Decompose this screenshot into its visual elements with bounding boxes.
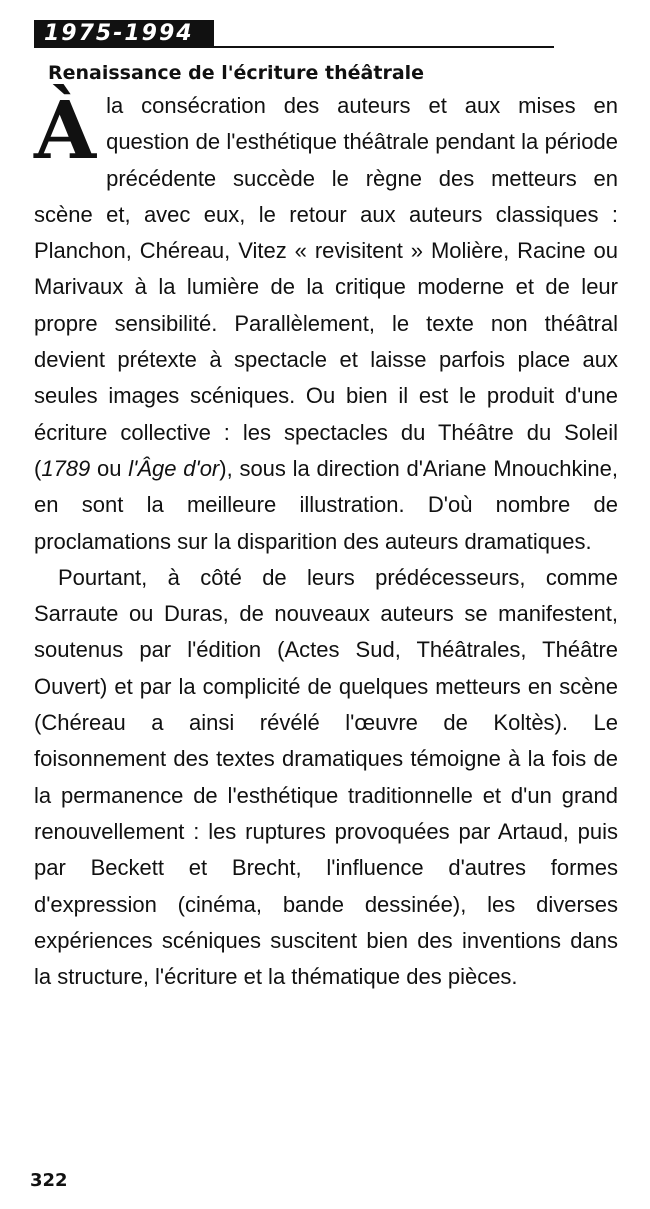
paragraph-1-text-c: ), sous la direction d'Ariane Mnouchkine, en sont la meilleure illustration. D'où nombre de proclamations sur la disparition des auteurs dramatiques. [34, 455, 618, 554]
work-title-1789: 1789 [41, 455, 91, 481]
period-label: 1975-1994 [34, 20, 214, 48]
chapter-header [34, 20, 554, 48]
paragraph-1-text-b: ou [90, 455, 129, 481]
page-number: 322 [30, 1170, 68, 1191]
header-rule [214, 46, 554, 48]
paragraph-1-text-a: la consécration des auteurs et aux mises en question de l'esthétique théâtrale pendant la période précédente succède le règne des metteurs en scène et, avec eux, le retour aux auteurs classiques : Planchon, Chéreau, Vitez « revisitent » Molière, Racine ou Marivaux à la lumière de la critique moderne et de leur propre sensibilité. Parallèlement, le texte non théâtral devient prétexte à spectacle et laisse parfois place aux seules images scéniques. Ou bien il est le produit d'une écriture collective : les spectacles du Théâtre du Soleil ( [34, 93, 618, 481]
paragraph-2: Pourtant, à côté de leurs prédécesseurs, comme Sarraute ou Duras, de nouveaux auteurs se manifestent, soutenus par l'édition (Actes Sud, Théâtrales, Théâtre Ouvert) et par la complicité de quelques metteurs en scène (Chéreau a ainsi révélé l'œuvre de Koltès). Le foisonnement des textes dramatiques témoigne à la fois de la permanence de l'esthétique traditionnelle et d'un grand renouvellement : les ruptures provoquées par Artaud, puis par Beckett et Brecht, l'influence d'autres formes d'expression (cinéma, bande dessinée), les diverses expériences scéniques suscitent bien des inventions dans la structure, l'écriture et la thématique des pièces. [34, 564, 618, 990]
work-title-age-d-or: l'Âge d'or [128, 455, 220, 481]
drop-cap: À [34, 83, 97, 177]
book-page [30, 0, 618, 1209]
paragraph-1 [34, 83, 618, 560]
section-title: Renaissance de l'écriture théâtrale [48, 62, 425, 84]
article-body [34, 83, 618, 995]
